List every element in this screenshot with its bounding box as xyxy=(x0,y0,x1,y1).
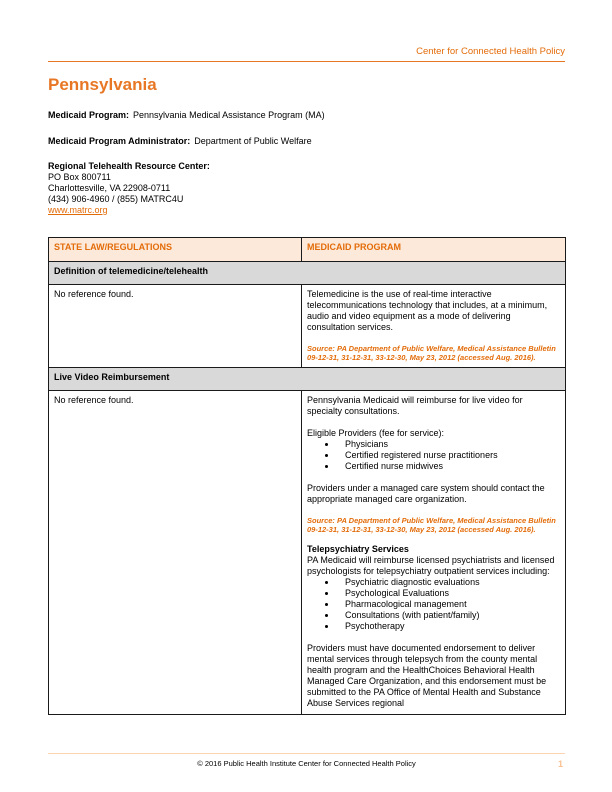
telepsychiatry-heading: Telepsychiatry Services xyxy=(307,544,409,554)
live-video-state-law-text: No reference found. xyxy=(54,395,134,405)
eligible-providers-list xyxy=(307,439,560,472)
page-footer xyxy=(48,753,565,769)
list-item: • Pharmacological management xyxy=(337,599,560,610)
definition-state-law-text: No reference found. xyxy=(54,289,134,299)
live-video-p2: Providers under a managed care system should contact the appropriate managed care organization. xyxy=(307,483,545,504)
table-row-live-video xyxy=(49,391,566,715)
resource-center-phone: (434) 906-4960 / (855) MATRC4U xyxy=(48,194,184,204)
footer-copyright: © 2016 Public Health Institute Center for Connected Health Policy xyxy=(197,759,416,768)
resource-center-label: Regional Telehealth Resource Center: xyxy=(48,161,210,171)
list-item: • Psychotherapy xyxy=(337,621,560,632)
page-title: Pennsylvania xyxy=(48,75,157,94)
eligible-providers-intro: Eligible Providers (fee for service): xyxy=(307,428,445,438)
definition-medicaid-cell xyxy=(302,285,566,368)
resource-center-website-link[interactable]: www.matrc.org xyxy=(48,205,108,215)
live-video-state-law-cell xyxy=(49,391,302,715)
column-header-medicaid-program: MEDICAID PROGRAM xyxy=(302,238,566,262)
telepsychiatry-intro: PA Medicaid will reimburse licensed psychiatrists and licensed psychologists for telepsychiatry outpatient services including: xyxy=(307,555,555,576)
column-header-state-law: STATE LAW/REGULATIONS xyxy=(49,238,302,262)
medicaid-program-label: Medicaid Program: xyxy=(48,110,130,120)
list-item: • Psychological Evaluations xyxy=(337,588,560,599)
section-title-definition: Definition of telemedicine/telehealth xyxy=(49,262,566,285)
section-title-live-video: Live Video Reimbursement xyxy=(49,368,566,391)
administrator-label: Medicaid Program Administrator: xyxy=(48,136,191,146)
resource-center-block xyxy=(48,161,565,216)
live-video-source-citation: Source: PA Department of Public Welfare, Medical Assistance Bulletin 09-12-31, 31-12-31, 33-12-30, May 23, 2012 (accessed Aug. 2016). xyxy=(307,516,556,534)
list-item: • Certified nurse midwives xyxy=(337,461,560,472)
section-row-definition xyxy=(49,262,566,285)
definition-medicaid-text: Telemedicine is the use of real-time interactive telecommunications technology that includes, at a minimum, audio and video equipment as a mode of delivering consultation services. xyxy=(307,289,548,332)
list-item: • Psychiatric diagnostic evaluations xyxy=(337,577,560,588)
list-item: • Certified registered nurse practitioners xyxy=(337,450,560,461)
live-video-p1: Pennsylvania Medicaid will reimburse for live video for specialty consultations. xyxy=(307,395,523,416)
medicaid-program-value: Pennsylvania Medical Assistance Program (MA) xyxy=(133,110,325,120)
medicaid-program-line xyxy=(48,110,565,121)
telepsychiatry-services-list xyxy=(307,577,560,632)
definition-state-law-cell xyxy=(49,285,302,368)
policy-table xyxy=(48,237,566,715)
resource-center-address-line2: Charlottesville, VA 22908-0711 xyxy=(48,183,171,193)
live-video-medicaid-cell xyxy=(302,391,566,715)
list-item: • Consultations (with patient/family) xyxy=(337,610,560,621)
definition-source-citation: Source: PA Department of Public Welfare, Medical Assistance Bulletin 09-12-31, 31-12-31, 33-12-30, May 23, 2012 (accessed Aug. 2016). xyxy=(307,344,556,362)
list-item: • Physicians xyxy=(337,439,560,450)
table-header-row xyxy=(49,238,566,262)
live-video-p3: Providers must have documented endorsement to deliver mental services through telepsych from the county mental health program and the HealthChoices Behavioral Health Managed Care Organization, and this endorsement must be submitted to the PA Office of Mental Health and Substance Abuse Services regional xyxy=(307,643,547,708)
administrator-value: Department of Public Welfare xyxy=(194,136,312,146)
resource-center-address-line1: PO Box 800711 xyxy=(48,172,111,182)
header-brand: Center for Connected Health Policy xyxy=(48,46,565,62)
table-row-definition xyxy=(49,285,566,368)
page-number: 1 xyxy=(557,759,563,769)
administrator-line xyxy=(48,136,565,147)
section-row-live-video xyxy=(49,368,566,391)
